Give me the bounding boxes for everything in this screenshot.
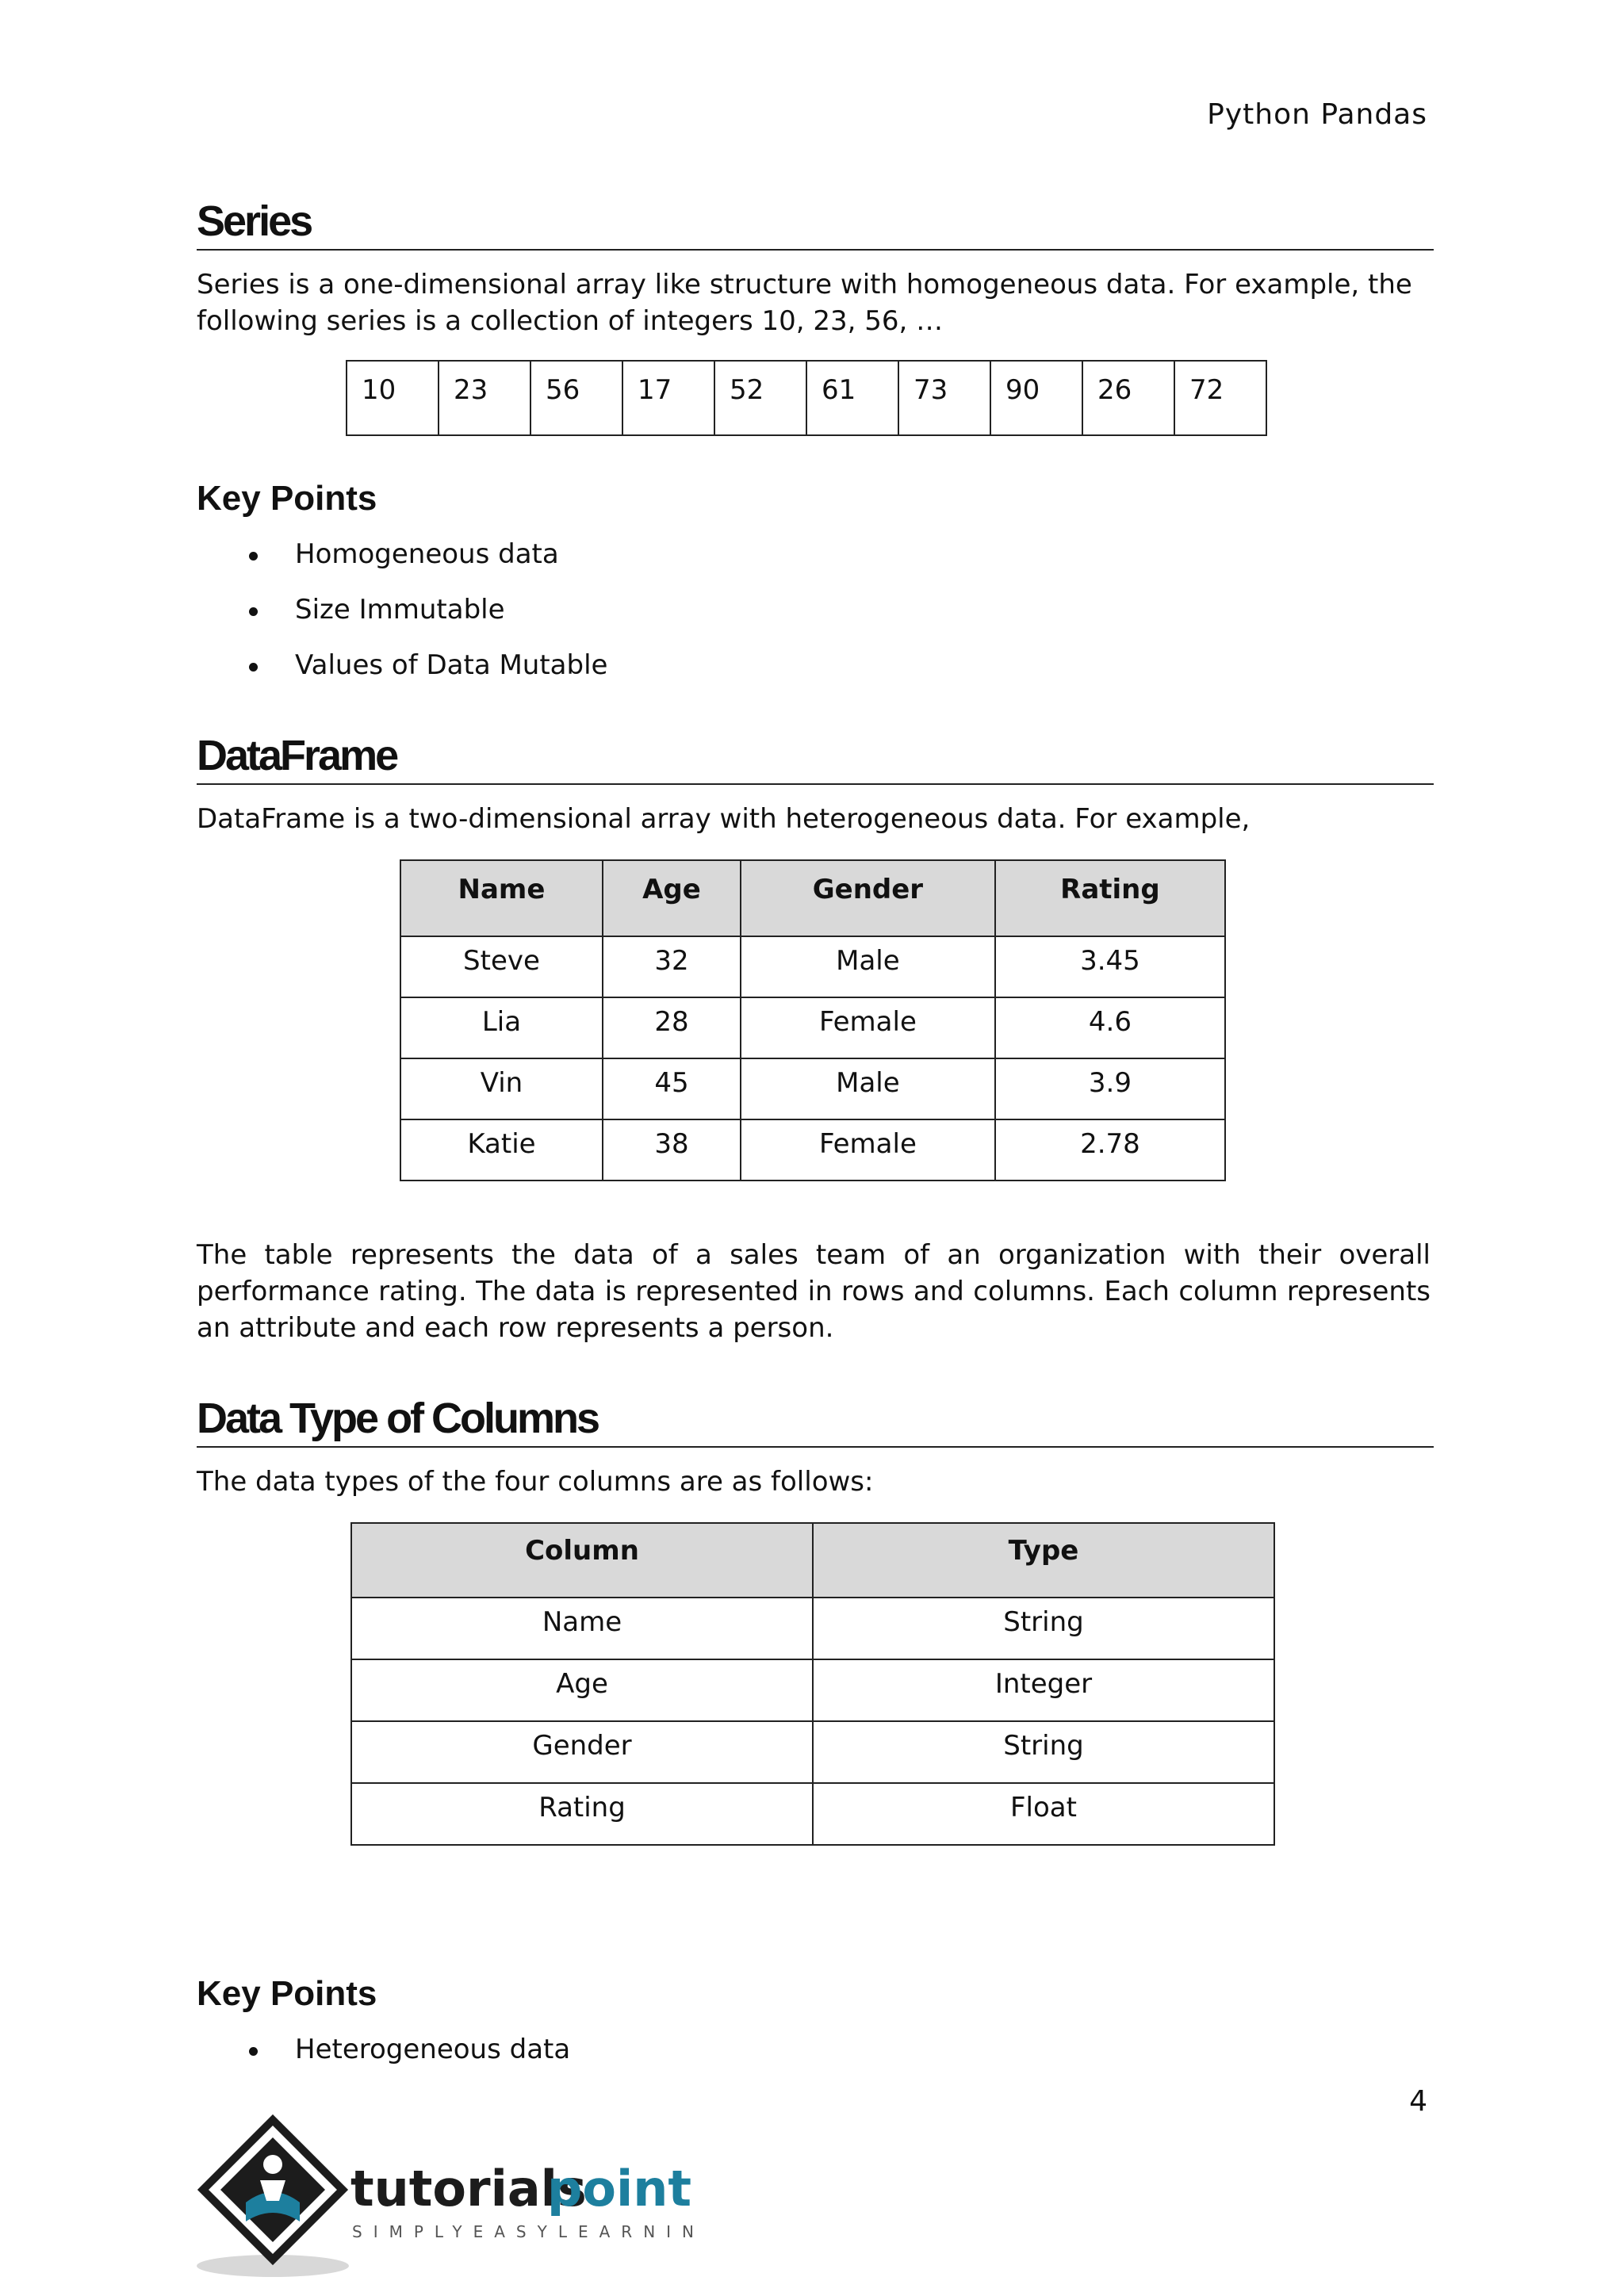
table-cell: Vin	[400, 1058, 603, 1119]
table-cell: Age	[351, 1659, 813, 1721]
list-item: Values of Data Mutable	[197, 649, 607, 705]
table-cell: String	[813, 1598, 1274, 1659]
column-header: Age	[603, 860, 741, 936]
dataframe-key-points-heading: Key Points	[197, 1974, 377, 2013]
series-key-points-list	[197, 538, 607, 705]
series-value: 56	[530, 361, 622, 435]
series-value: 17	[622, 361, 714, 435]
series-value: 52	[714, 361, 806, 435]
table-cell: 32	[603, 936, 741, 997]
logo-word-main: tutorials	[350, 2160, 587, 2218]
table-row	[351, 1598, 1274, 1659]
running-header: Python Pandas	[1207, 98, 1427, 131]
series-value: 90	[990, 361, 1082, 435]
series-key-points-heading: Key Points	[197, 479, 377, 518]
table-cell: Name	[351, 1598, 813, 1659]
series-value: 23	[439, 361, 530, 435]
table-cell: Integer	[813, 1659, 1274, 1721]
logo-tagline: SIMPLYEASYLEARNING	[352, 2222, 701, 2241]
list-item: Size Immutable	[197, 594, 607, 649]
logo-mark-icon	[193, 2114, 701, 2280]
table-row	[400, 1058, 1225, 1119]
series-intro	[197, 266, 1431, 339]
series-value: 73	[898, 361, 990, 435]
table-cell: String	[813, 1721, 1274, 1783]
series-intro-line-1: Series is a one-dimensional array like structure with homogeneous data. For example, the	[197, 269, 1412, 300]
list-item: Heterogeneous data	[197, 2034, 570, 2089]
table-cell: Female	[741, 1119, 995, 1181]
table-cell: Steve	[400, 936, 603, 997]
table-cell: Male	[741, 1058, 995, 1119]
series-table	[346, 360, 1267, 436]
column-header: Type	[813, 1523, 1274, 1598]
table-cell: 38	[603, 1119, 741, 1181]
data-types-table	[350, 1522, 1275, 1846]
series-value: 26	[1082, 361, 1174, 435]
column-header: Gender	[741, 860, 995, 936]
table-cell: 2.78	[995, 1119, 1225, 1181]
series-value: 72	[1174, 361, 1266, 435]
table-row	[400, 936, 1225, 997]
column-header: Name	[400, 860, 603, 936]
series-row	[347, 361, 1266, 435]
series-value: 61	[806, 361, 898, 435]
series-intro-line-2: following series is a collection of integers 10, 23, 56, …	[197, 305, 944, 337]
table-cell: Float	[813, 1783, 1274, 1845]
table-cell: 45	[603, 1058, 741, 1119]
data-types-intro: The data types of the four columns are as follows:	[197, 1466, 874, 1498]
dataframe-intro: DataFrame is a two-dimensional array with heterogeneous data. For example,	[197, 803, 1251, 835]
table-cell: Male	[741, 936, 995, 997]
table-cell: Lia	[400, 997, 603, 1058]
table-cell: 4.6	[995, 997, 1225, 1058]
table-header-row	[351, 1523, 1274, 1598]
series-value: 10	[347, 361, 439, 435]
table-cell: 3.9	[995, 1058, 1225, 1119]
page-number: 4	[1409, 2085, 1427, 2118]
table-cell: 3.45	[995, 936, 1225, 997]
tutorialspoint-logo	[193, 2114, 701, 2283]
table-row	[351, 1659, 1274, 1721]
dataframe-description: The table represents the data of a sales team of an organization with their overall performance rating. The data is represented in rows and columns. Each column represents an attribute and each row represents a person.	[197, 1239, 1431, 1344]
table-row	[351, 1783, 1274, 1845]
series-heading: Series	[197, 197, 1434, 251]
dataframe-heading: DataFrame	[197, 731, 1434, 785]
table-cell: Rating	[351, 1783, 813, 1845]
table-header-row	[400, 860, 1225, 936]
table-row	[351, 1721, 1274, 1783]
table-row	[400, 997, 1225, 1058]
dataframe-key-points-list	[197, 2034, 570, 2089]
dataframe-table	[400, 859, 1226, 1181]
column-header: Column	[351, 1523, 813, 1598]
logo-word-accent: point	[547, 2160, 692, 2218]
table-cell: 28	[603, 997, 741, 1058]
table-row	[400, 1119, 1225, 1181]
data-types-heading: Data Type of Columns	[197, 1394, 1434, 1448]
table-cell: Katie	[400, 1119, 603, 1181]
list-item: Homogeneous data	[197, 538, 607, 594]
column-header: Rating	[995, 860, 1225, 936]
table-cell: Female	[741, 997, 995, 1058]
table-cell: Gender	[351, 1721, 813, 1783]
